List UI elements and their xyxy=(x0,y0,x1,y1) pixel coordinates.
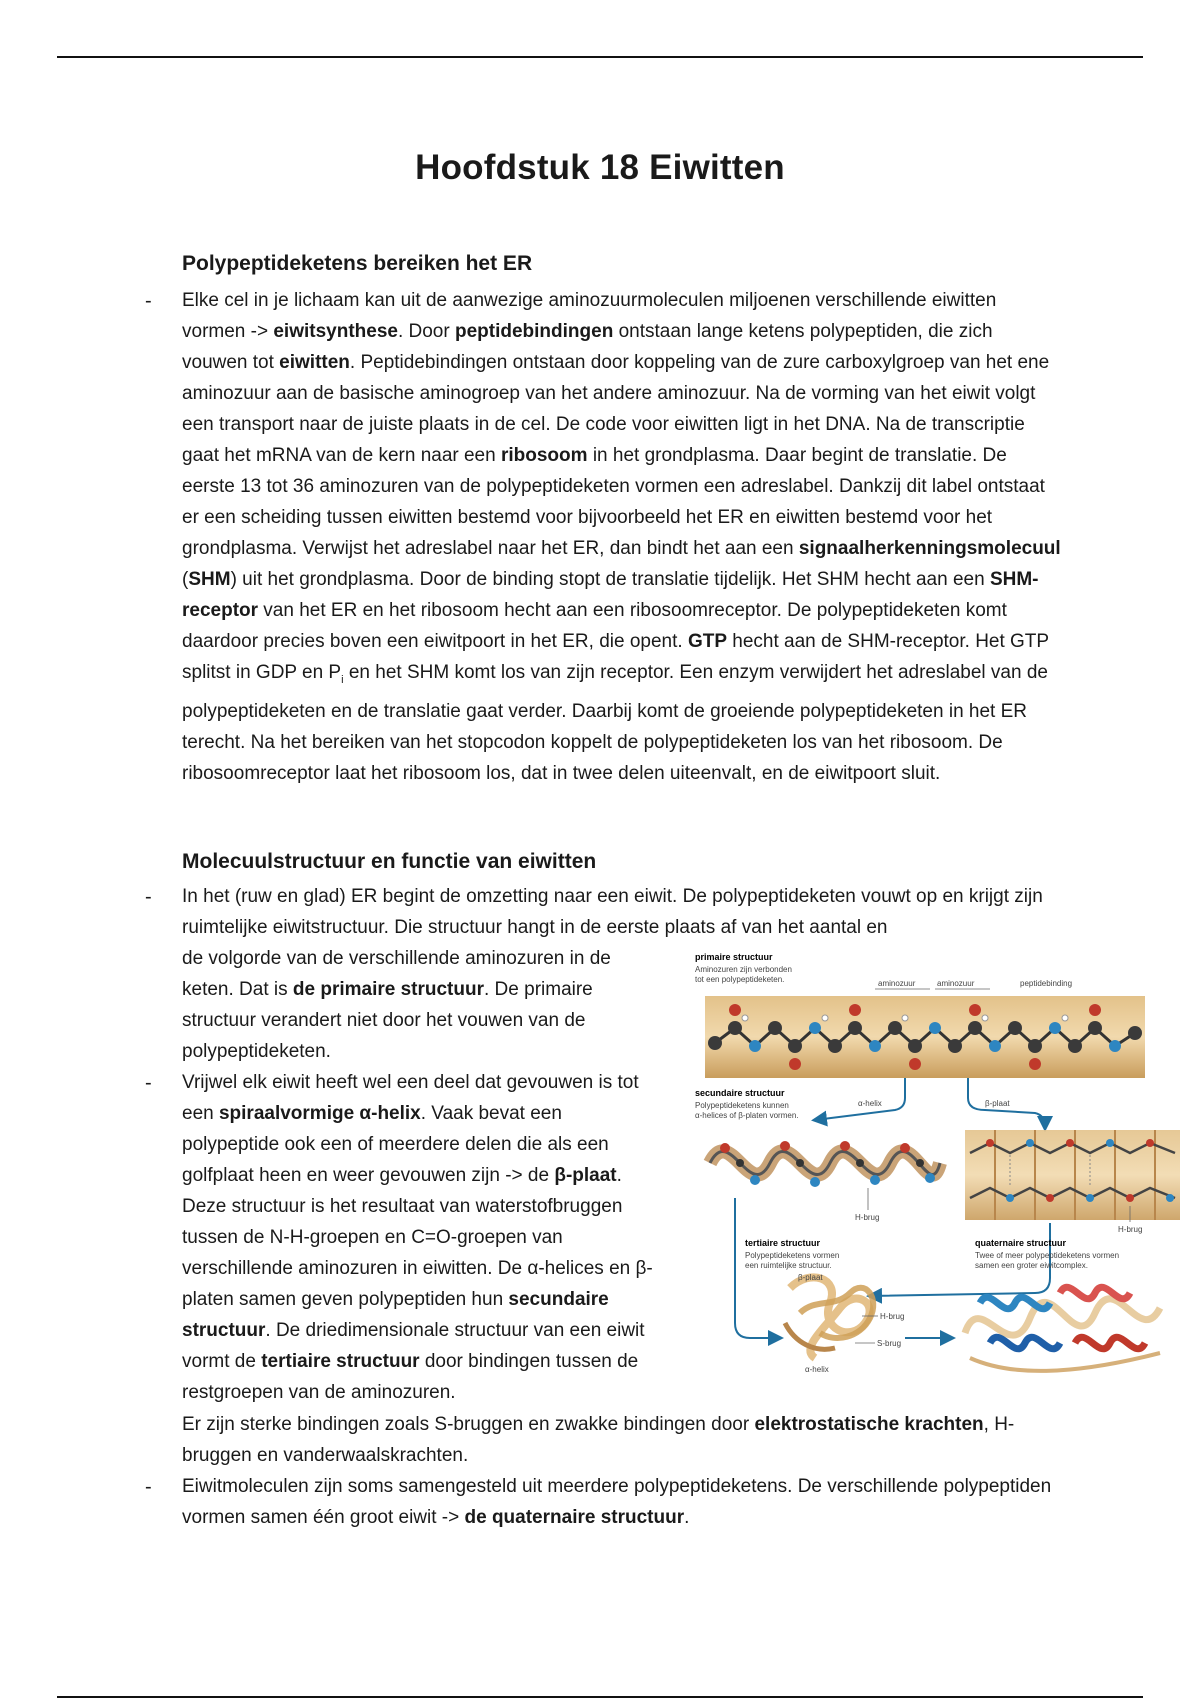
bullet-marker: - xyxy=(145,1072,152,1094)
section-heading-structure: Molecuulstructuur en functie van eiwitten xyxy=(182,850,597,873)
beta-sheet-illustration xyxy=(965,1130,1180,1220)
tertiary-structure-desc: Polypeptideketens vormen xyxy=(745,1251,840,1260)
quaternary-protein-illustration xyxy=(965,1287,1160,1371)
paragraph-er-transport: Elke cel in je lichaam kan uit de aanwezige aminozuurmoleculen miljoenen verschillende eiwitten vormen -> eiwitsynthese. Door peptidebindingen ontstaan lange ketens polypeptiden, die zich vouwen tot eiwitten. Peptidebindingen ontstaan door koppeling van de zure carboxylgroep van het ene aminozuur aan de basische aminogroep van het andere aminozuur. Na de vorming van het eiwit volgt een transport naar de juiste plaats in de cel. De code voor eiwitten ligt in het DNA. Na de transcriptie gaat het mRNA van de kern naar een ribosoom in het grondplasma. Daar begint de translatie. De eerste 13 tot 36 aminozuren van de polypeptideketen vormen een adreslabel. Dankzij dit label ontstaat er een scheiding tussen eiwitten bestemd voor bijvoorbeeld het ER en eiwitten bestemd voor het grondplasma. Verwijst het adreslabel naar het ER, dan bindt het aan een signaalherkenningsmolecuul (SHM) uit het grondplasma. Door de binding stopt de translatie tijdelijk. Het SHM hecht aan een SHM-receptor van het ER en het ribosoom hecht aan een ribosoomreceptor. De polypeptideketen komt daardoor precies boven een eiwitpoort in het ER, die opent. GTP hecht aan de SHM-receptor. Het GTP splitst in GDP en $P_i$ en het SHM komt los van zijn receptor. Een enzym verwijdert het adreslabel van de polypeptideketen en de translatie gaat verder. Daarbij komt de groeiende polypeptideketen in het ER terecht. Na het bereiken van het stopcodon koppelt de polypeptideketen los van het ribosoom. De ribosoomreceptor laat het ribosoom los, dat in twee delen uiteenvalt, en de eiwitpoort sluit. xyxy=(182,290,1061,784)
tertiary-structure-desc: een ruimtelijke structuur. xyxy=(745,1261,832,1270)
paragraph-primary-structure: de volgorde van de verschillende aminozuren in de keten. Dat is de primaire structuur. De primaire structuur verandert niet door het vouwen van de polypeptideketen. xyxy=(182,948,611,1062)
label-aminozuur: aminozuur xyxy=(937,979,975,988)
tertiary-structure-title: tertiaire structuur xyxy=(745,1238,821,1248)
quaternary-structure-desc: samen een groter eiwitcomplex. xyxy=(975,1261,1088,1270)
label-aminozuur: aminozuur xyxy=(878,979,916,988)
paragraph-intro: In het (ruw en glad) ER begint de omzetting naar een eiwit. De polypeptideketen vouwt op en krijgt zijn ruimtelijke eiwitstructuur. Die structuur hangt in de eerste plaats af van het aantal en xyxy=(182,886,1043,938)
label-peptidebinding: peptidebinding xyxy=(1020,979,1073,988)
bullet-marker: - xyxy=(145,1476,152,1498)
paragraph-bonds: Er zijn sterke bindingen zoals S-bruggen en zwakke bindingen door elektrostatische krachten, H-bruggen en vanderwaalskrachten. xyxy=(182,1414,1015,1466)
primary-structure-desc: Aminozuren zijn verbonden xyxy=(695,965,792,974)
protein-structure-diagram xyxy=(690,948,1190,1378)
quaternary-structure-title: quaternaire structuur xyxy=(975,1238,1067,1248)
tertiary-protein-illustration xyxy=(785,1277,873,1358)
protein-structure-figure xyxy=(690,948,1190,1378)
bullet-marker: - xyxy=(145,886,152,908)
section-heading-er: Polypeptideketens bereiken het ER xyxy=(182,252,533,275)
primary-structure-title: primaire structuur xyxy=(695,952,773,962)
label-alpha-helix: α-helix xyxy=(858,1099,882,1108)
label-beta-plaat: β-plaat xyxy=(985,1099,1010,1108)
label-h-brug: H-brug xyxy=(1118,1225,1143,1234)
header-rule xyxy=(57,56,1143,58)
footer-rule xyxy=(57,1696,1143,1698)
label-h-brug: H-brug xyxy=(880,1312,905,1321)
alpha-helix-illustration xyxy=(710,1141,940,1187)
page-title: Hoofdstuk 18 Eiwitten xyxy=(415,148,785,187)
paragraph-secondary-tertiary: Vrijwel elk eiwit heeft wel een deel dat gevouwen is tot een spiraalvormige α-helix. Vaak bevat een polypeptide ook een of meerdere delen die als een golfplaat heen en weer gevouwen zijn -> de β-plaat. Deze structuur is het resultaat van waterstofbruggen tussen de N-H-groepen en C=O-groepen van verschillende aminozuren in eiwitten. De α-helices en β-platen samen geven polypeptiden hun secundaire structuur. De driedimensionale structuur van een eiwit vormt de tertiaire structuur door bindingen tussen de restgroepen van de aminozuren. xyxy=(182,1072,653,1403)
secondary-structure-desc: Polypeptideketens kunnen xyxy=(695,1101,789,1110)
paragraph-quaternary: Eiwitmoleculen zijn soms samengesteld uit meerdere polypeptideketens. De verschillende polypeptiden vormen samen één groot eiwit -> de quaternaire structuur. xyxy=(182,1476,1052,1528)
label-h-brug: H-brug xyxy=(855,1213,880,1222)
label-beta-plaat: β-plaat xyxy=(798,1273,823,1282)
label-alpha-helix: α-helix xyxy=(805,1365,829,1374)
quaternary-structure-desc: Twee of meer polypeptideketens vormen xyxy=(975,1251,1120,1260)
label-s-brug: S-brug xyxy=(877,1339,902,1348)
primary-structure-desc: tot een polypeptideketen. xyxy=(695,975,785,984)
secondary-structure-desc: α-helices of β-platen vormen. xyxy=(695,1111,799,1120)
secondary-structure-title: secundaire structuur xyxy=(695,1088,785,1098)
bullet-marker: - xyxy=(145,290,152,312)
